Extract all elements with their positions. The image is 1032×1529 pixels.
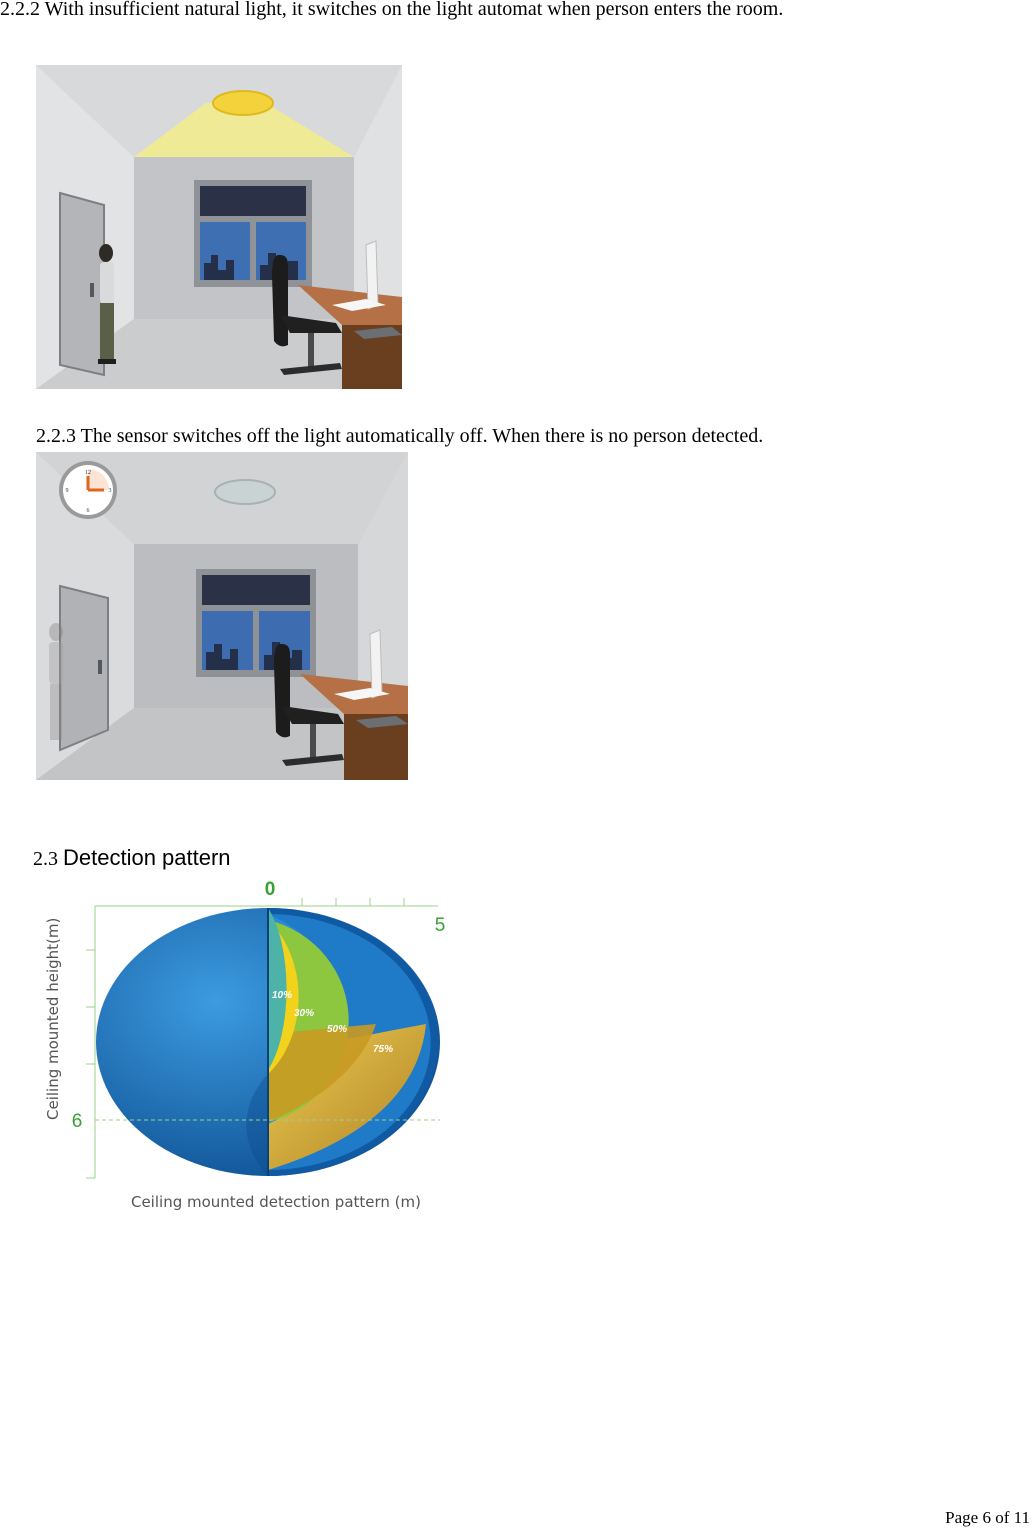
clock-icon xyxy=(59,461,117,519)
clock-nine: 9 xyxy=(65,488,69,494)
ceiling-lamp xyxy=(213,91,273,115)
zone-75: 75% xyxy=(373,1044,394,1055)
radius-value: 5 xyxy=(434,915,446,936)
zone-50: 50% xyxy=(327,1024,348,1035)
door xyxy=(60,193,104,375)
monitor xyxy=(370,630,382,698)
height-value: 6 xyxy=(71,1111,83,1132)
page-footer: Page 6 of 11 xyxy=(945,1508,1030,1527)
room-light-on-illustration xyxy=(36,65,402,389)
top-value: 0 xyxy=(264,879,276,900)
section-number: 2.3 xyxy=(33,848,58,870)
heading-2-2-3 xyxy=(36,424,763,448)
heading-2-3 xyxy=(33,846,231,871)
zone-30: 30% xyxy=(294,1008,315,1019)
room-light-off-illustration xyxy=(36,452,408,780)
section-text: The sensor switches off the light automatically off. When there is no person detected. xyxy=(80,425,764,447)
clock-three: 3 xyxy=(108,488,112,494)
section-text: With insufficient natural light, it switches on the light automat when person enters the room. xyxy=(44,0,784,20)
clock-twelve: 12 xyxy=(85,470,91,476)
y-axis-label: Ceiling mounted height(m) xyxy=(44,917,62,1120)
heading-2-2-2 xyxy=(0,0,783,21)
zone-10: 10% xyxy=(272,990,293,1001)
clock-six: 6 xyxy=(86,508,90,514)
section-number: 2.2.3 xyxy=(36,425,76,447)
section-number: 2.2.2 xyxy=(0,0,40,20)
ceiling-lamp-off xyxy=(215,480,275,504)
section-title: Detection pattern xyxy=(63,845,231,870)
detection-pattern-diagram xyxy=(36,874,450,1216)
x-axis-label: Ceiling mounted detection pattern (m) xyxy=(130,1193,422,1211)
monitor xyxy=(366,241,378,309)
